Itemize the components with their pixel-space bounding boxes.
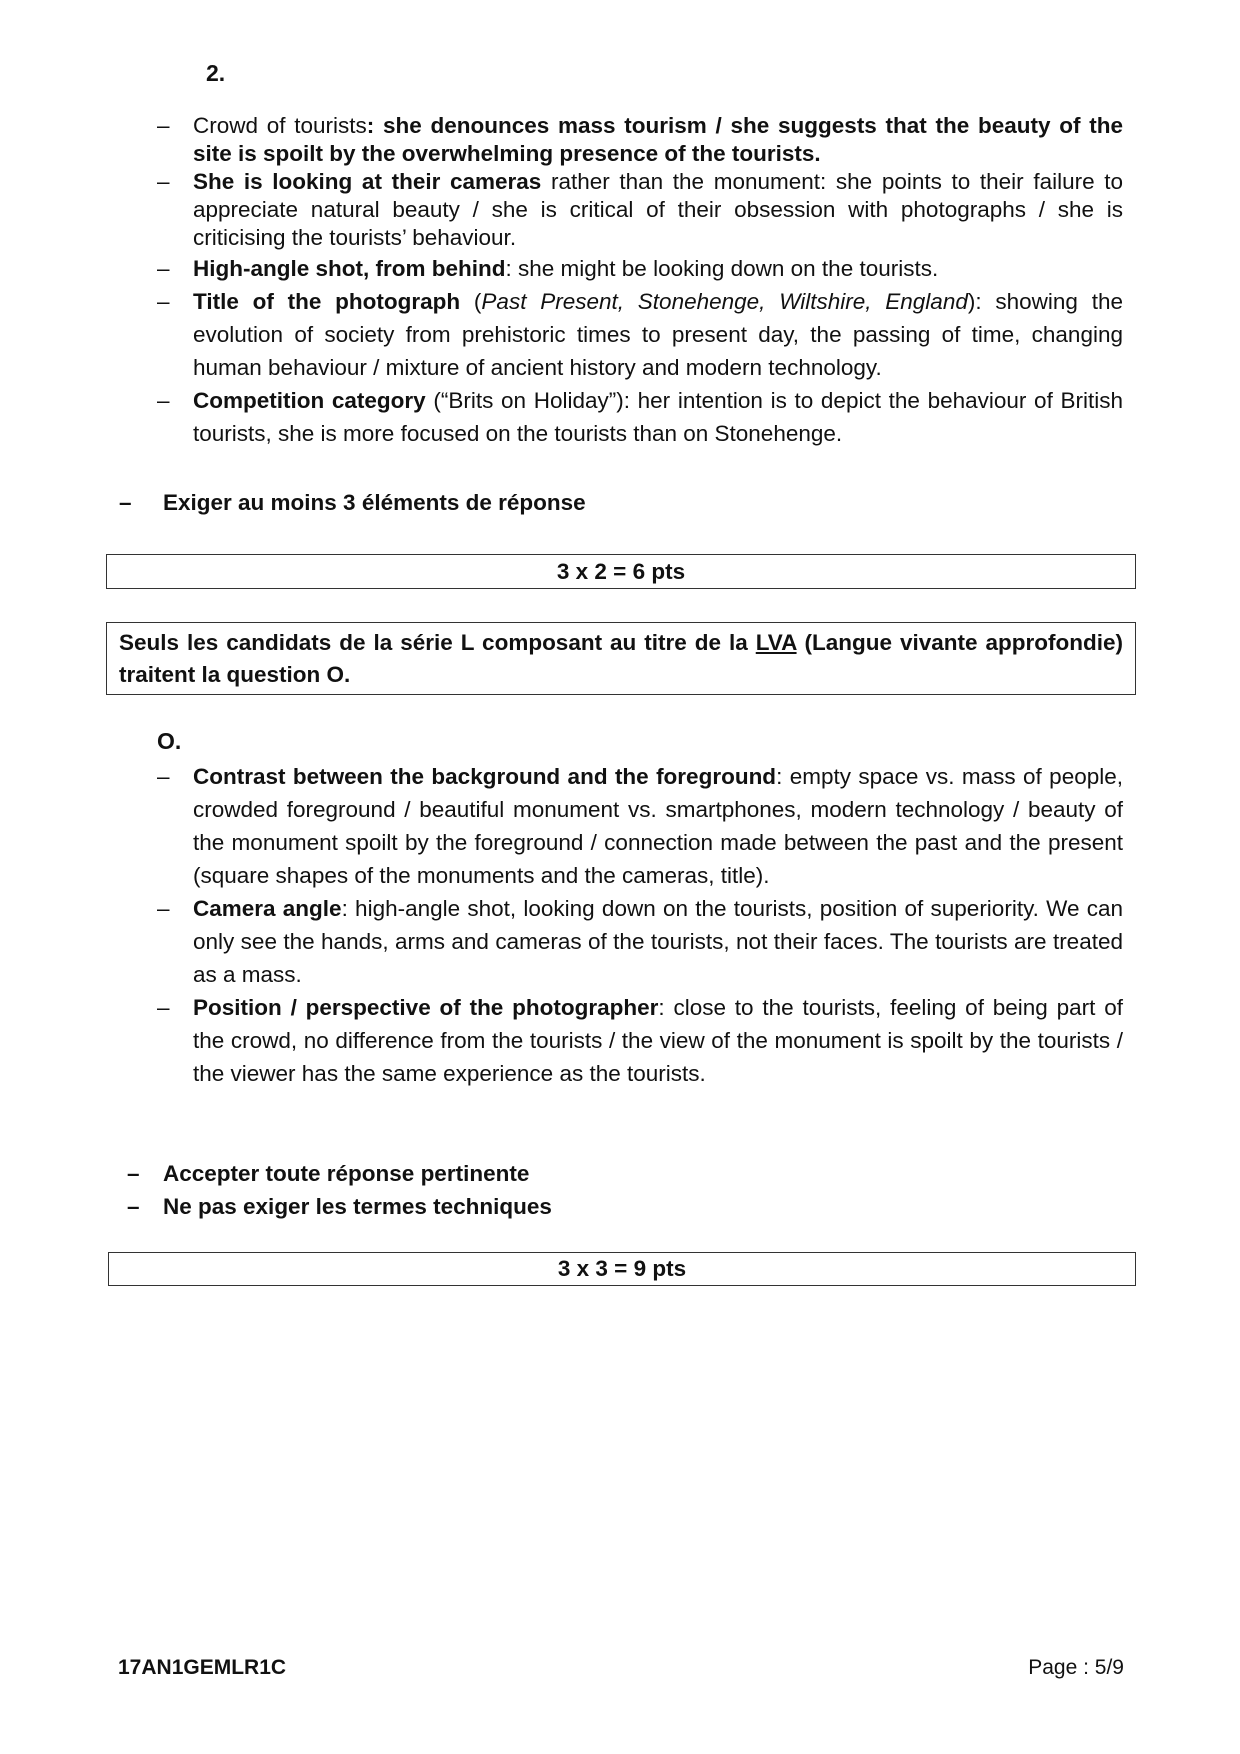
dash-bullet: – <box>157 169 170 194</box>
item-lead: Competition category <box>193 388 426 413</box>
notice-text-after: (Langue vivante approfondie) traitent la question O. <box>119 630 1124 687</box>
list-item <box>157 168 1123 252</box>
dash-bullet: – <box>157 256 170 281</box>
question-2-grading-notes <box>119 486 586 519</box>
dash-bullet: – <box>127 1161 140 1186</box>
item-lead: Title of the photograph <box>193 289 461 314</box>
question-o-answer-list <box>157 760 1123 1090</box>
lva-notice-box <box>106 622 1136 695</box>
item-lead: She is looking at their cameras <box>193 169 542 194</box>
notice-lva-abbr: LVA <box>755 630 797 655</box>
photo-title: Past Present, Stonehenge, Wiltshire, England <box>481 289 968 314</box>
item-body: (“Brits on Holiday”): her intention is to depict the behaviour of British tourists, she is more focused on the tourists than on Stonehenge. <box>193 388 1123 446</box>
score-text: 3 x 3 = 9 pts <box>557 1256 687 1281</box>
dash-bullet: – <box>157 995 170 1020</box>
item-pre: ( <box>460 289 482 314</box>
question-number-2: 2. <box>206 60 226 86</box>
item-lead: Crowd of tourists <box>193 113 367 138</box>
item-lead: High-angle shot, from behind <box>193 256 506 281</box>
item-lead: Position / perspective of the photographer <box>193 995 659 1020</box>
document-code: 17AN1GEMLR1C <box>118 1656 287 1679</box>
item-lead: Contrast between the background and the foreground <box>193 764 777 789</box>
list-item <box>157 760 1123 892</box>
dash-bullet: – <box>157 113 170 138</box>
item-body: : close to the tourists, feeling of being part of the crowd, no difference from the tourists / the view of the monument is spoilt by the tourists / the viewer has the same experience as the tourists. <box>193 995 1123 1086</box>
list-item <box>157 384 1123 450</box>
item-body: rather than the monument: she points to their failure to appreciate natural beauty / she is critical of their obsession with photographs / she is criticising the tourists’ behaviour. <box>193 169 1123 250</box>
grading-note <box>127 1190 552 1223</box>
item-body: she denounces mass tourism / she suggests that the beauty of the site is spoilt by the overwhelming presence of the tourists. <box>193 113 1123 166</box>
item-lead: Camera angle <box>193 896 342 921</box>
list-item <box>157 285 1123 384</box>
score-box-qo <box>108 1252 1136 1286</box>
list-item <box>157 252 1123 285</box>
grading-note <box>127 1157 552 1190</box>
score-text: 3 x 2 = 6 pts <box>556 559 686 584</box>
page-number: Page : 5/9 <box>1028 1656 1124 1679</box>
item-body: ): showing the evolution of society from prehistoric times to present day, the passing of time, changing human behaviour / mixture of ancient history and modern technology. <box>193 289 1123 380</box>
dash-bullet: – <box>127 1194 140 1219</box>
notice-text-before: Seuls les candidats de la série L composant au titre de la <box>119 630 756 655</box>
question-o-grading-notes <box>127 1157 552 1223</box>
item-body: : she might be looking down on the tourists. <box>505 256 939 281</box>
grading-note <box>119 486 586 519</box>
dash-bullet: – <box>157 289 170 314</box>
score-box-q2 <box>106 554 1136 589</box>
item-sep: : <box>366 113 384 138</box>
list-item <box>157 112 1123 168</box>
question-number-o: O. <box>157 728 182 754</box>
note-text: Exiger au moins 3 éléments de réponse <box>163 490 586 515</box>
dash-bullet: – <box>157 764 170 789</box>
note-text: Accepter toute réponse pertinente <box>163 1161 530 1186</box>
list-item <box>157 991 1123 1090</box>
dash-bullet: – <box>157 896 170 921</box>
dash-bullet: – <box>119 490 132 515</box>
item-body: : empty space vs. mass of people, crowded foreground / beautiful monument vs. smartphones, modern technology / beauty of the monument spoilt by the foreground / connection made between the past and the present (square shapes of the monuments and the cameras, title). <box>193 764 1123 888</box>
list-item <box>157 892 1123 991</box>
note-text: Ne pas exiger les termes techniques <box>163 1194 552 1219</box>
question-2-answer-list <box>157 112 1123 450</box>
dash-bullet: – <box>157 388 170 413</box>
item-body: : high-angle shot, looking down on the tourists, position of superiority. We can only see the hands, arms and cameras of the tourists, not their faces. The tourists are treated as a mass. <box>193 896 1123 987</box>
